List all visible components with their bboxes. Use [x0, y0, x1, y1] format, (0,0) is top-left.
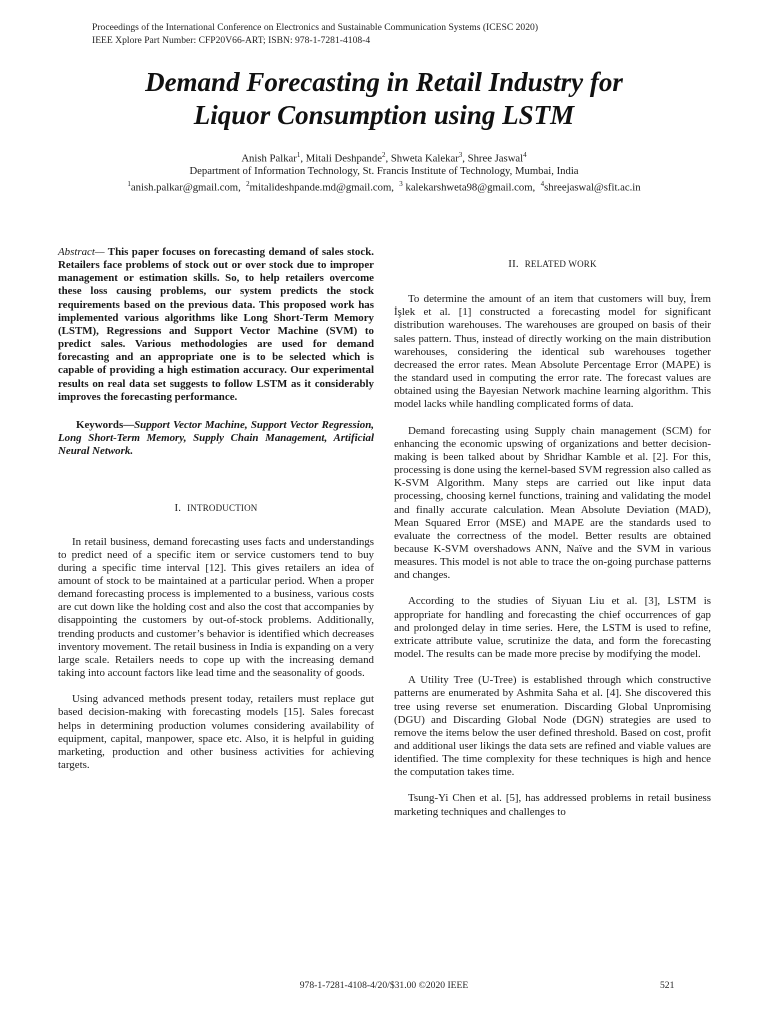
author-affiliation: Department of Information Technology, St. Francis Institute of Technology, Mumbai, India	[189, 165, 579, 178]
email-sup: 3	[399, 179, 403, 188]
conference-header	[92, 22, 538, 47]
intro-paragraph-1: In retail business, demand forecasting uses facts and understandings to predict need of a specific item or service customers tend to buy during a specific time interval [12]. This gives retailers an idea of amount of stock to be maintained at a particular period. When a proper demand forecasting process is implemented to a business, various costs are cut down like the holding cost and also the cost that accompanies by disappointing the customers by out-of-stock problems. Additionally, trending products and customer’s behavior is identified which decreases inventory movement. The retail business in India is expanding on a very large scale. Retailers needs to cope up with the increasing demand taking into account factors like lead time and the seasonality of goods.	[58, 535, 374, 680]
title-line-1: Demand Forecasting in Retail Industry for	[145, 67, 623, 97]
section-number: II.	[508, 258, 519, 270]
author-names	[40, 149, 728, 165]
intro-paragraph-2: Using advanced methods present today, retailers must replace gut based decision-making with forecasting models [15]. Sales forecast helps in determining production volumes considering availability of equipment, capital, manpower, space etc. Also, it is helpful in guiding marketing, production and other business activities for achieving targets.	[58, 693, 374, 771]
page-number: 521	[660, 980, 675, 991]
section-title: RELATED WORK	[524, 259, 597, 269]
abstract	[58, 246, 374, 404]
email-sup: 1	[127, 179, 131, 188]
author-emails	[40, 178, 728, 194]
author-name: Shree Jaswal	[467, 152, 524, 165]
email-sup: 4	[540, 179, 545, 188]
section-number: I.	[174, 502, 182, 515]
keywords-label: Keywords—	[76, 418, 135, 431]
keywords-end: .	[130, 445, 134, 458]
footer-copyright: 978-1-7281-4108-4/20/$31.00 ©2020 IEEE	[299, 980, 469, 991]
right-column	[394, 258, 711, 819]
related-paragraph-1: To determine the amount of an item that customers will buy, İrem İşlek et al. [1] constructed a forecasting model for significant distribution warehouses. The warehouses are grouped on basis of their sales pattern. Thus, instead of directly working on the main distribution warehouses, considering the identical sub warehouses together decreased the error rates. Mean Absolute Percentage Error (MAPE) is the standard used in computing the error rate. The forecast values are obtained using the Bayesian Network machine learning algorithm. This model lacks while handling complicated forms of data.	[394, 293, 711, 411]
author-name: Shweta Kalekar	[390, 152, 459, 165]
header-line-2: IEEE Xplore Part Number: CFP20V66-ART; ISBN: 978-1-7281-4108-4	[92, 34, 371, 46]
author-sup: 4	[523, 151, 527, 159]
author-sep: ,	[462, 152, 468, 165]
author-sup: 2	[381, 151, 386, 159]
author-sep: ,	[300, 152, 306, 165]
related-paragraph-2: Demand forecasting using Supply chain management (SCM) for enhancing the economic upswing of organizations and better decision-making is been talked about by Shridhar Kamble et al. [2]. For this, processing is done using the kernel-based SVM regression also called as K-SVM Algorithm. Many steps are carried out like input data processing, choosing kernel functions, training and validating the model and finally accurate calculation. Mean Absolute Deviation (MAD), Mean Squared Error (MSE) and MAPE are the standards used to evaluate the correctness of the model. Better results are obtained because K-SVM overshadows ANN, Naïve and the SVM in various measures. This model is not able to trace the on-going purchase patterns and changes.	[394, 424, 711, 582]
author-email: shreejaswal@sfit.ac.in	[544, 181, 641, 194]
author-sep: ,	[385, 152, 391, 165]
header-line-1: Proceedings of the International Conference on Electronics and Sustainable Communication Systems (ICESC 2020)	[92, 22, 539, 33]
title-line-2: Liquor Consumption using LSTM	[193, 100, 575, 130]
author-sup: 1	[296, 151, 301, 159]
keywords-text: Support Vector Machine, Support Vector Regression, Long Short-Term Memory, Supply Chain Management, Artificial Neural Network	[58, 418, 374, 458]
author-email: mitalideshpande.md@gmail.com,	[249, 181, 394, 194]
related-paragraph-3: According to the studies of Siyuan Liu et al. [3], LSTM is appropriate for handling and forecasting the chief occurrences of gap and prolonged delay in time series. Here, the LSTM is used to refine, extricate attribute value, scrutinize the data, and form the forecasting model. The results can be made more precise by modifying the model.	[394, 595, 711, 661]
abstract-lead: Abstract—	[58, 246, 105, 258]
keywords	[58, 419, 374, 458]
related-paragraph-4: A Utility Tree (U-Tree) is established through which constructive patterns are enumerated by Ashmita Saha et al. [4]. She discovered this tree using reverse set enumeration. Discarding Global Unpromising (DGU) and Discarding Global Node (DGN) strategies are used to remove the items below the user defined threshold. Based on cost, profit and additional user likings the data sets are refined and viable values are identified. The time complexity for these techniques is high and hence the computation takes time.	[394, 674, 711, 779]
section-heading-related-work	[394, 258, 711, 271]
paper-title	[40, 66, 728, 132]
author-sup: 3	[458, 151, 463, 159]
author-email: anish.palkar@gmail.com,	[130, 181, 241, 194]
section-title: INTRODUCTION	[187, 503, 258, 514]
author-name: Anish Palkar	[241, 152, 297, 165]
left-column	[58, 246, 374, 772]
author-block	[40, 149, 728, 194]
abstract-text: This paper focuses on forecasting demand of sales stock. Retailers face problems of stock out or over stock due to improper management or estimation skills. So, to help retailers overcome these loss causing problems, our system predicts the stock requirements based on the previous data. This proposed work has implemented various algorithms like Long Short-Term Memory (LSTM), Regressions and Support Vector Machine (SVM) to predict sales. Various methodologies are used for demand forecasting and an appropriate one is to be selected which is capable of providing a high estimation accuracy. Our experimental results on real data set suggests to follow LSTM as it considerably improves the forecasting performance.	[58, 246, 374, 403]
author-name: Mitali Deshpande	[305, 152, 382, 165]
author-email: kalekarshweta98@gmail.com,	[405, 181, 536, 194]
email-sup: 2	[246, 179, 250, 188]
related-paragraph-5: Tsung-Yi Chen et al. [5], has addressed problems in retail business marketing techniques and challenges to	[394, 792, 711, 818]
section-heading-introduction	[58, 502, 374, 515]
